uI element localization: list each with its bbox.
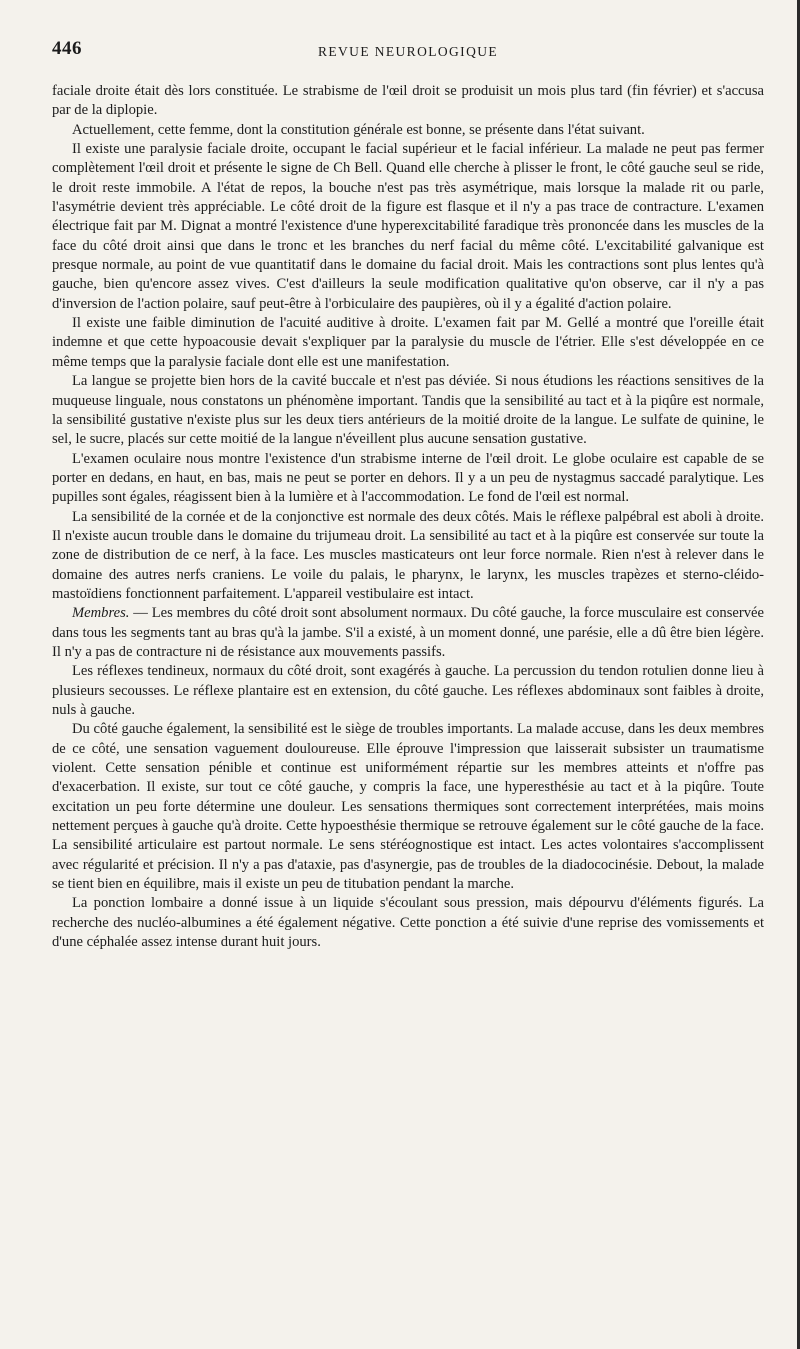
paragraph xyxy=(52,894,764,952)
paragraph-text: L'examen oculaire nous montre l'existence d'un strabisme interne de l'œil droit. Le globe oculaire est capable de se porter en dedans, en haut, en bas, mais ne peut se porter en dehors. Il y a un peu de nystagmus saccadé paralytique. Les pupilles sont égales, réagissent bien à la lumière et à l'accommodation. Le fond de l'œil est normal. xyxy=(52,450,764,506)
paragraph xyxy=(52,450,764,508)
paragraph xyxy=(52,121,764,140)
paragraph xyxy=(52,372,764,449)
body-text xyxy=(52,82,764,952)
paragraph xyxy=(52,508,764,605)
paragraph-text: — Les membres du côté droit sont absolument normaux. Du côté gauche, la force musculaire est conservée dans tous les segments tant au bras qu'à la jambe. S'il a existé, à un moment donné, une parésie, elle a dû être bien légère. Il n'y a pas de contracture ni de résistance aux mouvements passifs. xyxy=(52,605,764,660)
page-header xyxy=(52,38,764,74)
paragraph-text: Du côté gauche également, la sensibilité est le siège de troubles importants. La malade accuse, dans les deux membres de ce côté, une sensation vaguement douloureuse. Elle éprouve l'impression que laisserait subsister un traumatisme violent. Cette sensation pénible et continue est uniformément répartie sur les membres atteints et n'offre pas d'exacerbation. Il existe, sur tout ce côté gauche, y compris la face, une hyperesthésie au tact et à la piqûre. Toute excitation un peu forte détermine une douleur. Les sensations thermiques sont correctement interprétées, mais moins nettement perçues à gauche qu'à droite. Cette hypoesthésie thermique se retrouve également sur le côté gauche de la face. La sensibilité articulaire est partout normale. Le sens stéréognostique est intact. Les actes volontaires s'accomplissent avec régularité et précision. Il n'y a pas d'ataxie, pas d'asynergie, pas de troubles de la diadococinésie. Debout, la malade se tient bien en équilibre, mais il existe un peu de titubation pendant la marche. xyxy=(52,721,764,893)
paragraph xyxy=(52,662,764,720)
paragraph-text: La langue se projette bien hors de la cavité buccale et n'est pas déviée. Si nous étudions les réactions sensitives de la muqueuse linguale, nous constatons un phénomène important. Tandis que la sensibilité au tact et à la piqûre est normale, la sensibilité gustative n'existe plus sur les deux tiers antérieurs de la moitié droite de la langue. Le sulfate de quinine, le sel, le sucre, placés sur cette moitié de la langue n'éveillent plus aucune sensation gustative. xyxy=(52,373,764,448)
document-page xyxy=(52,38,764,952)
paragraph-text: Il existe une faible diminution de l'acuité auditive à droite. L'examen fait par M. Gellé a montré que l'oreille était indemne et que cette hypoacousie devait s'expliquer par la paralysie du muscle de l'étrier. Elle s'est développée en ce même temps que la paralysie faciale dont elle est une manifestation. xyxy=(52,315,764,370)
paragraph xyxy=(52,140,764,314)
paragraph-text: La sensibilité de la cornée et de la conjonctive est normale des deux côtés. Mais le réflexe palpébral est aboli à droite. Il n'existe aucun trouble dans le domaine du trijumeau droit. La sensibilité au tact et à la piqûre est conservée sur toute la zone de distribution de ce nerf, à la face. Les muscles masticateurs ont leur force normale. Rien n'est à relever dans le domaine des autres nerfs craniens. Le voile du palais, le pharynx, le larynx, les muscles trapèzes et sterno-cléido-mastoïdiens fonctionnent parfaitement. L'appareil vestibulaire est intact. xyxy=(52,508,764,602)
paragraph xyxy=(52,604,764,662)
page-number: 446 xyxy=(52,38,82,59)
paragraph-text: Il existe une paralysie faciale droite, occupant le facial supérieur et le facial inférieur. La malade ne peut pas fermer complètement l'œil droit et présente le signe de Ch Bell. Quand elle cherche à plisser le front, le côté gauche seul se ride, le droit reste immobile. A l'état de repos, la bouche n'est pas très asymétrique, mais lorsque la malade rit ou parle, l'asymétrie devient très appréciable. Le côté droit de la figure est flasque et il n'y a pas trace de contracture. L'examen électrique fait par M. Dignat a montré l'existence d'une hyperexcitabilité faradique très prononcée dans les muscles de la face du côté droit ainsi que dans le tronc et les branches du nerf facial du même côté. L'excitabilité galvanique est presque normale, au point de vue quantitatif dans le domaine du facial droit. Mais les contractions sont plus lentes qu'à gauche, bien qu'encore assez vives. C'est d'ailleurs la seule modification qualitative qu'on observe, car il n'y a pas d'inversion de l'action polaire, sauf peut-être à l'orbiculaire des paupières, où il y a égalité d'action polaire. xyxy=(52,141,764,312)
paragraph xyxy=(52,314,764,372)
running-title: REVUE NEUROLOGIQUE xyxy=(317,44,499,59)
paragraph-text: Actuellement, cette femme, dont la constitution générale est bonne, se présente dans l'état suivant. xyxy=(72,121,645,138)
paragraph-text: Les réflexes tendineux, normaux du côté droit, sont exagérés à gauche. La percussion du tendon rotulien donne lieu à plusieurs secousses. Le réflexe plantaire est en extension, du côté gauche. Les réflexes abdominaux sont faibles à droite, nuls à gauche. xyxy=(52,663,764,718)
section-title: Membres. xyxy=(72,605,130,622)
paragraph xyxy=(52,720,764,894)
paragraph-text: La ponction lombaire a donné issue à un liquide s'écoulant sous pression, mais dépourvu d'éléments figurés. La recherche des nucléo-albumines a été également négative. Cette ponction a été suivie d'une reprise des vomissements et d'une céphalée assez intense durant huit jours. xyxy=(52,895,764,951)
paragraph-text: faciale droite était dès lors constituée. Le strabisme de l'œil droit se produisit un mois plus tard (fin février) et s'accusa par de la diplopie. xyxy=(52,83,764,119)
paragraph xyxy=(52,82,764,121)
